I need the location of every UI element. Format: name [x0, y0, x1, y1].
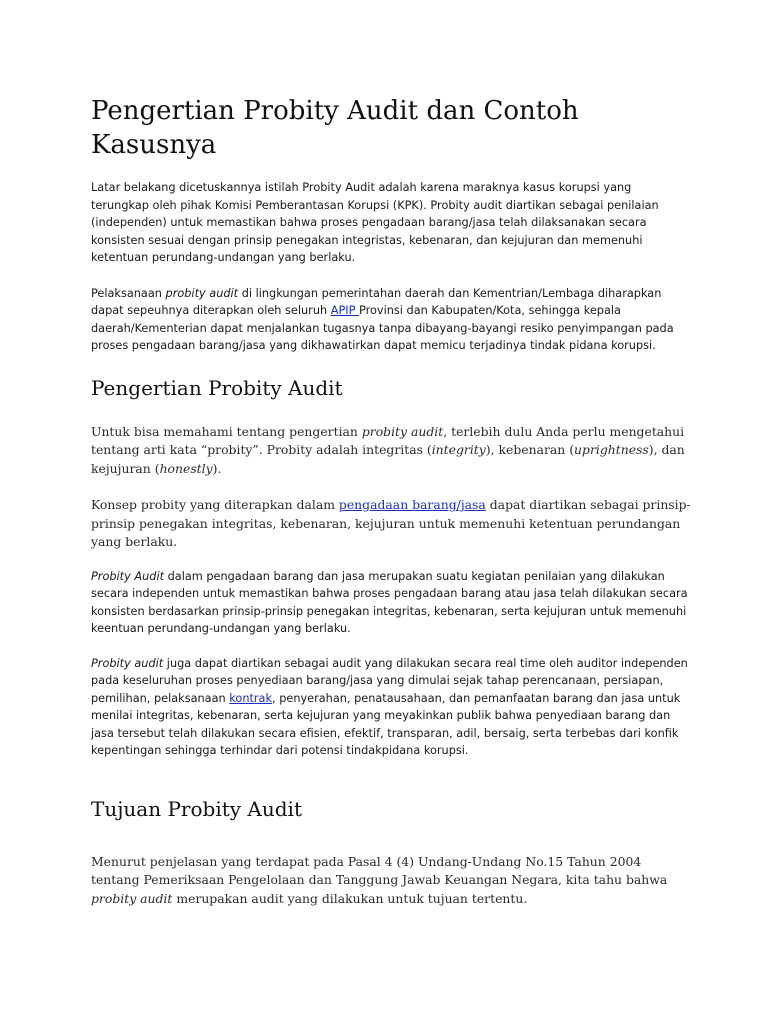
apip-link[interactable]: APIP	[330, 304, 360, 317]
probity-audit-paragraph	[91, 568, 691, 638]
text-segment: dapat diartikan sebagai prinsip-prinsip penegakan integritas, kebenaran, kejujuran untuk memenuhi ketentuan perundangan yang berlaku.	[91, 497, 691, 549]
text-segment: dalam pengadaan barang dan jasa merupakan suatu kegiatan penilaian yang dilakukan secara independen untuk memastikan bahwa proses pengadaan barang atau jasa telah dilakukan secara konsisten berdasarkan prinsip-prinsip penegakan integritas, kebenaran, serta kejujuran untuk memenuhi keentuan perundang-undangan yang berlaku.	[91, 569, 688, 635]
italic-term: uprightness	[574, 442, 649, 457]
implementation-paragraph	[91, 285, 691, 355]
purpose-paragraph	[91, 853, 691, 909]
text-segment: di lingkungan pemerintahan daerah dan Kementrian/Lembaga diharapkan dapat sepeuhnya diterapkan oleh seluruh	[91, 286, 662, 317]
italic-term: probity audit	[361, 423, 444, 439]
contract-link[interactable]: kontrak	[229, 691, 273, 705]
italic-term: Probity Audit	[91, 569, 165, 583]
text-segment: juga dapat diartikan sebagai audit yang dilakukan secara real time oleh auditor independen pada keseluruhan proses penyediaan barang/jasa yang dimulai sejak tahap perencanaan, persiapan, pemilihan, pelaksanaan	[91, 656, 688, 705]
text-segment: Konsep probity yang diterapkan dalam	[91, 497, 339, 512]
italic-term: integrity	[431, 442, 486, 457]
section-heading-pengertian: Pengertian Probity Audit	[91, 375, 343, 400]
text-segment: ), dan kejujuran (	[91, 442, 685, 476]
text-segment: Pelaksanaan	[91, 286, 166, 300]
text-segment: Untuk bisa memahami tentang pengertian	[91, 423, 362, 439]
text-segment: Menurut penjelasan yang terdapat pada Pasal 4 (4) Undang-Undang No.15 Tahun 2004 tentang Pemeriksaan Pengelolaan dan Tanggung Jawab Keuangan Negara, kita tahu bahwa	[91, 853, 668, 887]
italic-term: honestly	[159, 460, 213, 476]
text-segment: ).	[212, 460, 222, 476]
text-segment: merupakan audit yang dilakukan untuk tujuan tertentu.	[172, 890, 528, 906]
italic-term: probity audit	[165, 286, 239, 300]
section-heading-tujuan: Tujuan Probity Audit	[91, 796, 302, 821]
intro-paragraph: Latar belakang dicetuskannya istilah Probity Audit adalah karena maraknya kasus korupsi yang terungkap oleh pihak Komisi Pemberantasan Korupsi (KPK). Probity audit diartikan sebagai penilaian (independen) untuk memastikan bahwa proses pengadaan barang/jasa telah dilaksanakan secara konsisten sesuai dengan prinsip penegakan integristas, kebenaran, dan kejujuran dan memenuhi ketentuan perundang-undangan yang berlaku.	[91, 181, 659, 264]
realtime-audit-paragraph	[91, 655, 691, 760]
text-segment: , terlebih dulu Anda perlu mengetahui tentang arti kata “probity”. Probity adalah integritas (	[91, 423, 685, 457]
italic-term: probity audit	[91, 890, 173, 906]
page-title: Pengertian Probity Audit dan Contoh Kasusnya	[91, 96, 579, 160]
article	[91, 94, 691, 908]
text-segment: , penyerahan, penatausahaan, dan pemanfaatan barang dan jasa untuk menilai integritas, kebenaran, serta kejujuran yang meyakinkan publik bahwa penyediaan barang dan jasa tersebut telah dilakukan secara efisien, efektif, transparan, adil, bersaig, serta terbebas dari konfik kepentingan sehingga terhindar dari potensi tindakpidana korupsi.	[91, 691, 681, 757]
concept-paragraph	[91, 496, 691, 552]
italic-term: Probity audit	[91, 656, 164, 670]
definition-paragraph	[91, 423, 691, 479]
text-segment: Provinsi dan Kabupaten/Kota, sehingga kepala daerah/Kementerian dapat menjalankan tugasnya tanpa dibayang-bayangi resiko penyimpangan pada proses pengadaan barang/jasa yang dikhawatirkan dapat memicu terjadinya tindak pidana korupsi.	[91, 304, 674, 352]
text-segment: ), kebenaran (	[485, 442, 575, 457]
procurement-link[interactable]: pengadaan barang/jasa	[338, 497, 486, 512]
